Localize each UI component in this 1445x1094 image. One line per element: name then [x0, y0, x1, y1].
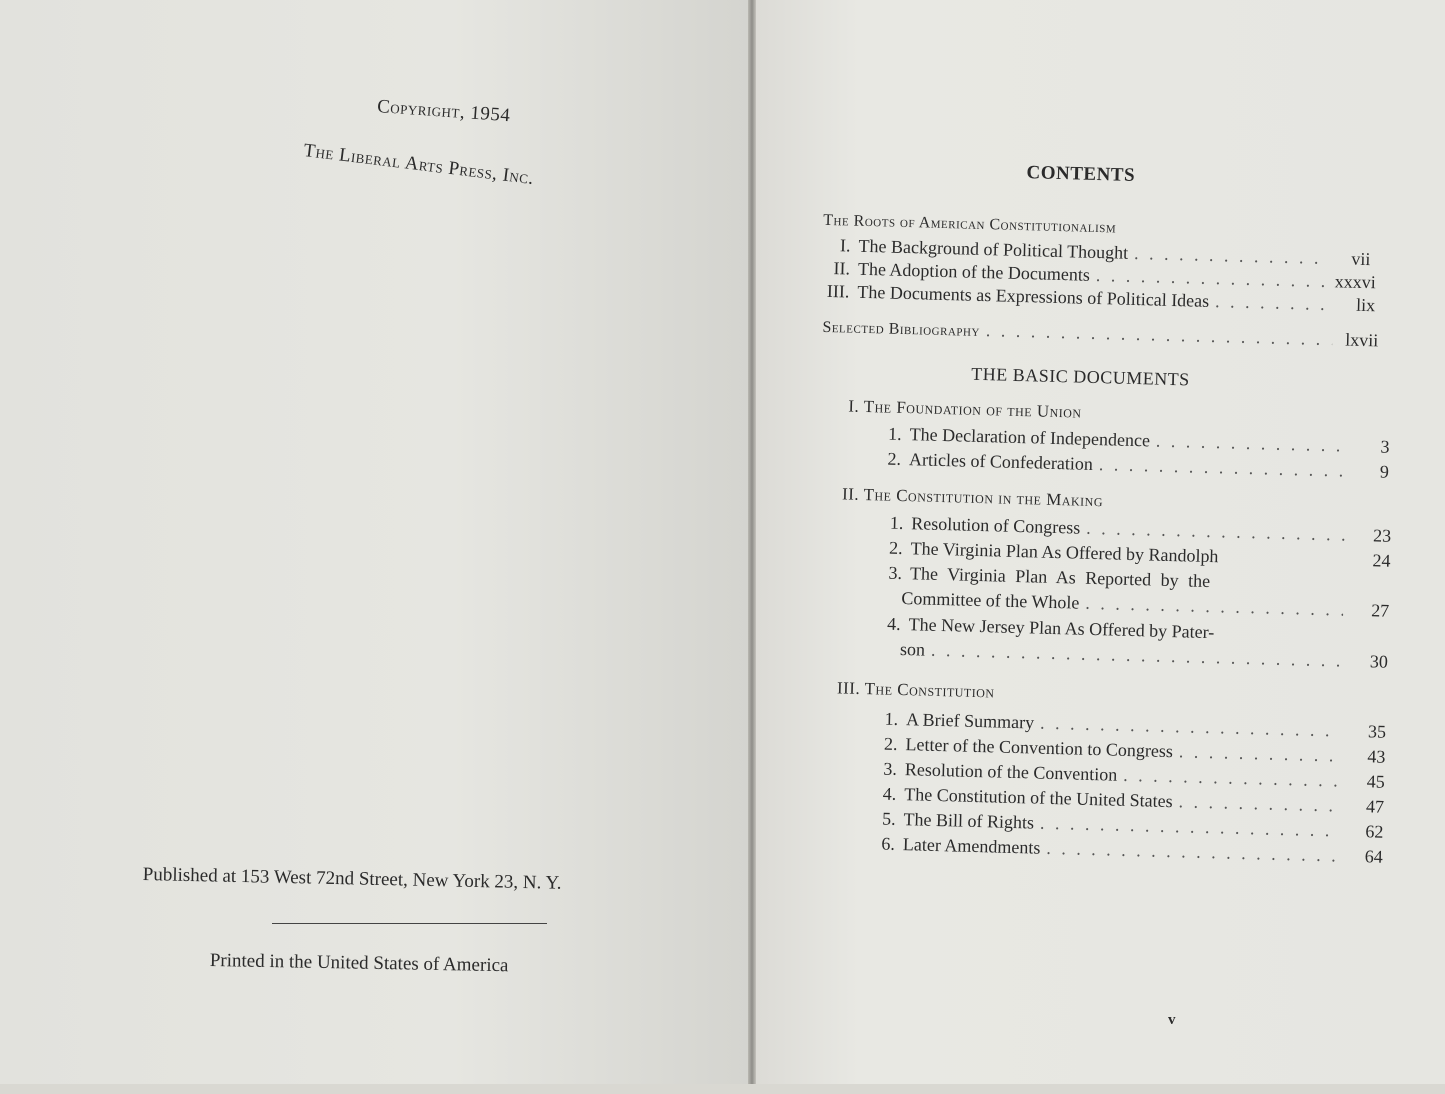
toc-row-number: 1.	[887, 423, 902, 444]
toc-row-number: 3.	[883, 758, 898, 779]
toc-row-label: The Constitution of the United States	[903, 784, 1173, 812]
toc-row-number: 1.	[889, 512, 904, 534]
toc-row-label: The Adoption of the Documents	[857, 258, 1091, 285]
printed-in-line: Printed in the United States of America	[209, 950, 509, 977]
toc-row-page: vii	[1351, 248, 1371, 270]
bibliography-page: lxvii	[1345, 329, 1379, 351]
divider-rule	[272, 923, 547, 924]
toc-row-number: 4.	[882, 783, 897, 804]
toc-row-number: 2.	[887, 448, 902, 469]
toc-row-number: 4.	[886, 613, 901, 634]
dot-leader	[1178, 791, 1338, 816]
toc-row-number: 2.	[883, 733, 898, 754]
toc-row-label-continuation: Committee of the Whole	[901, 587, 1080, 613]
dot-leader	[1086, 518, 1345, 546]
toc-row-label: The Documents as Expressions of Political Ideas	[857, 281, 1210, 311]
toc-row-number: 2.	[888, 537, 903, 558]
dot-leader	[1046, 838, 1337, 867]
toc-row-label: Resolution of Congress	[911, 513, 1081, 538]
publisher-address: Published at 153 West 72nd Street, New York 23, N. Y.	[142, 864, 562, 894]
publisher-name: The Liberal Arts Press, Inc.	[302, 140, 536, 190]
part-number: I.	[848, 396, 860, 416]
toc-row-label: The Virginia Plan As Offered by Randolph	[910, 538, 1219, 567]
toc-row-page: 47	[1365, 796, 1385, 817]
part-title: The Constitution in the Making	[863, 484, 1104, 511]
toc-row-page: xxxvi	[1334, 271, 1377, 293]
part-number: III.	[836, 678, 861, 698]
dot-leader	[1040, 813, 1338, 842]
contents-heading: CONTENTS	[1026, 162, 1136, 186]
copyright-line: Copyright, 1954	[376, 96, 512, 127]
dot-leader	[1134, 243, 1325, 269]
toc-row-number: I.	[839, 235, 851, 256]
dot-leader	[1099, 454, 1344, 481]
toc-row-page: lix	[1355, 294, 1376, 316]
toc-row-label: A Brief Summary	[905, 709, 1035, 733]
dot-leader	[1156, 431, 1344, 457]
toc-row-number: 5.	[881, 808, 896, 829]
part-title: The Foundation of the Union	[863, 396, 1082, 422]
table-of-contents	[741, 0, 1445, 1094]
toc-row-number: 1.	[884, 708, 899, 729]
toc-row-number: 6.	[881, 833, 896, 854]
toc-row-page: 30	[1369, 651, 1389, 672]
part-number: II.	[841, 484, 860, 504]
toc-row-label: The Virginia Plan As Reported by the	[909, 563, 1211, 592]
dot-leader	[1215, 291, 1330, 315]
toc-row-page: 45	[1366, 771, 1386, 792]
part-three-title	[837, 678, 995, 702]
toc-row-page: 35	[1367, 721, 1387, 742]
right-page	[756, 0, 1445, 1084]
toc-row-label: Articles of Confederation	[908, 449, 1094, 474]
dot-leader	[986, 320, 1333, 350]
toc-row-label: The Bill of Rights	[903, 809, 1035, 833]
basic-documents-heading: THE BASIC DOCUMENTS	[971, 363, 1190, 390]
toc-row-label-continuation: son	[899, 638, 926, 660]
toc-row-page: 27	[1370, 600, 1390, 621]
toc-row-page: 9	[1379, 461, 1390, 482]
dot-leader	[1040, 713, 1340, 742]
toc-row-page: 24	[1372, 550, 1391, 571]
part-title: The Constitution	[864, 679, 995, 702]
toc-row-label: Later Amendments	[902, 834, 1041, 858]
bibliography-label: Selected Bibliography	[822, 318, 981, 340]
toc-row-page: 23	[1372, 525, 1392, 546]
part-one-title	[848, 397, 1082, 423]
part-two-title	[842, 484, 1103, 511]
toc-row-label: The New Jersey Plan As Offered by Pater-	[908, 614, 1215, 643]
toc-row-number: 3.	[888, 562, 903, 583]
toc-row-page: 3	[1380, 436, 1390, 457]
toc-row-label: Letter of the Convention to Congress	[905, 734, 1174, 762]
toc-row-number: II.	[833, 258, 851, 279]
toc-row-number: III.	[826, 280, 850, 302]
toc-row-label: The Background of Political Thought	[858, 235, 1129, 263]
dot-leader	[1123, 765, 1339, 792]
toc-row-bibliography	[822, 316, 1378, 352]
intro-section-title: The Roots of American Constitutionalism	[823, 211, 1117, 237]
toc-row-page: 43	[1367, 746, 1386, 767]
toc-row-page: 62	[1365, 821, 1384, 842]
page-folio: v	[1168, 1012, 1176, 1028]
dot-leader	[1179, 741, 1340, 766]
dot-leader	[1085, 593, 1343, 621]
toc-row-label: The Declaration of Independence	[909, 424, 1151, 451]
toc-row-label: Resolution of the Convention	[904, 759, 1118, 785]
toc-row-page: 64	[1364, 846, 1384, 867]
